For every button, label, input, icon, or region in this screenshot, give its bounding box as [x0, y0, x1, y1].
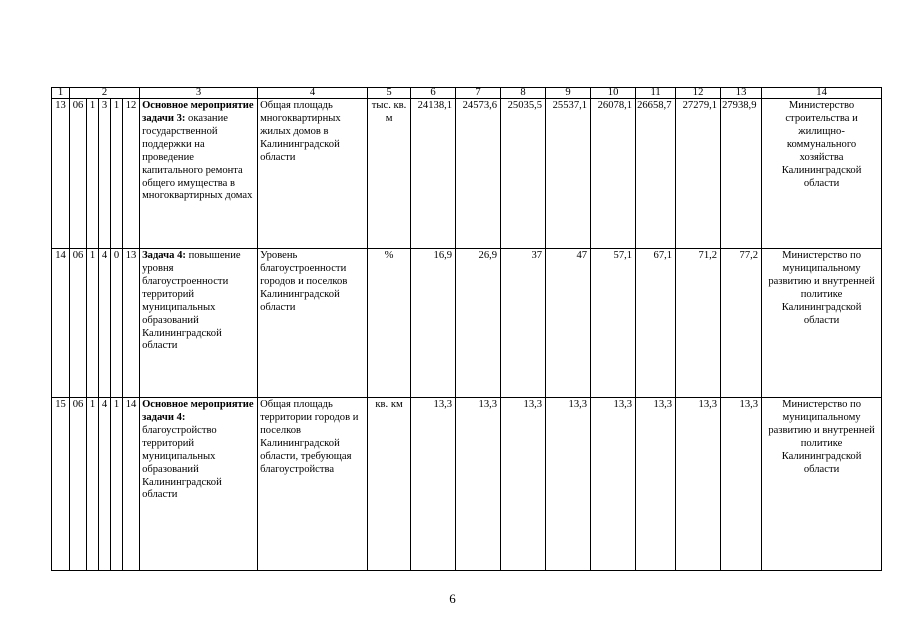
value-cell: 24138,1 [411, 99, 456, 249]
header-cell: 4 [258, 88, 368, 99]
value-cell: 27279,1 [676, 99, 721, 249]
header-cell: 10 [591, 88, 636, 99]
program-code: 06 [70, 249, 87, 398]
responsible-body: Министерство строительства и жилищно-коммунального хозяйства Калининградской области [762, 99, 882, 249]
task-text: оказание государственной поддержки на проведение капитального ремонта общего имущества в многоквартирных домах [142, 112, 253, 202]
unit: кв. км [368, 398, 411, 571]
value-cell: 24573,6 [456, 99, 501, 249]
task-code: 4 [99, 249, 111, 398]
table-row [52, 249, 882, 398]
value-cell: 13,3 [721, 398, 762, 571]
table-row [52, 99, 882, 249]
indicator-code: 12 [123, 99, 140, 249]
page-number: 6 [449, 591, 456, 606]
value-cell: 13,3 [411, 398, 456, 571]
header-row [52, 88, 882, 99]
header-cell: 9 [546, 88, 591, 99]
value-cell: 25537,1 [546, 99, 591, 249]
header-cell: 12 [676, 88, 721, 99]
unit: % [368, 249, 411, 398]
header-cell: 7 [456, 88, 501, 99]
value-cell: 13,3 [591, 398, 636, 571]
task-description [140, 249, 258, 398]
value-cell: 37 [501, 249, 546, 398]
value-cell: 57,1 [591, 249, 636, 398]
responsible-body: Министерство по муниципальному развитию и внутренней политике Калининградской области [762, 398, 882, 571]
subprogram-code: 1 [87, 398, 99, 571]
task-title: Основное мероприятие задачи 4: [142, 399, 254, 423]
table-row [52, 398, 882, 571]
program-code: 06 [70, 99, 87, 249]
task-title: Основное мероприятие задачи 3: [142, 100, 254, 124]
header-cell: 11 [636, 88, 676, 99]
row-number: 15 [52, 398, 70, 571]
value-cell: 26,9 [456, 249, 501, 398]
value-cell: 77,2 [721, 249, 762, 398]
row-number: 14 [52, 249, 70, 398]
task-text: повышение уровня благоустроенности территорий муниципальных образований Калининградской области [142, 250, 241, 352]
indicator-name: Общая площадь многоквартирных жилых домов в Калининградской области [258, 99, 368, 249]
task-code: 4 [99, 398, 111, 571]
event-code: 1 [111, 398, 123, 571]
task-description [140, 398, 258, 571]
header-cell: 2 [70, 88, 140, 99]
program-indicators-table [51, 87, 882, 571]
value-cell: 71,2 [676, 249, 721, 398]
responsible-body: Министерство по муниципальному развитию и внутренней политике Калининградской области [762, 249, 882, 398]
value-cell: 26078,1 [591, 99, 636, 249]
task-text: благоустройство территорий муниципальных образований Калининградской области [142, 424, 222, 501]
header-cell: 3 [140, 88, 258, 99]
value-cell: 47 [546, 249, 591, 398]
value-cell: 13,3 [676, 398, 721, 571]
value-cell: 67,1 [636, 249, 676, 398]
value-cell: 13,3 [501, 398, 546, 571]
value-cell: 13,3 [636, 398, 676, 571]
indicator-name: Уровень благоустроенности городов и поселков Калининградской области [258, 249, 368, 398]
subprogram-code: 1 [87, 99, 99, 249]
program-code: 06 [70, 398, 87, 571]
value-cell: 25035,5 [501, 99, 546, 249]
event-code: 1 [111, 99, 123, 249]
event-code: 0 [111, 249, 123, 398]
task-title: Задача 4: [142, 250, 186, 261]
header-cell: 14 [762, 88, 882, 99]
header-cell: 5 [368, 88, 411, 99]
task-code: 3 [99, 99, 111, 249]
row-number: 13 [52, 99, 70, 249]
value-cell: 16,9 [411, 249, 456, 398]
task-description [140, 99, 258, 249]
header-cell: 6 [411, 88, 456, 99]
indicator-name: Общая площадь территории городов и поселков Калининградской области, требующая благоустройства [258, 398, 368, 571]
value-cell: 27938,9 [721, 99, 762, 249]
indicator-code: 14 [123, 398, 140, 571]
header-cell: 8 [501, 88, 546, 99]
value-cell: 26658,7 [636, 99, 676, 249]
value-cell: 13,3 [456, 398, 501, 571]
unit: тыс. кв. м [368, 99, 411, 249]
value-cell: 13,3 [546, 398, 591, 571]
header-cell: 1 [52, 88, 70, 99]
subprogram-code: 1 [87, 249, 99, 398]
indicator-code: 13 [123, 249, 140, 398]
header-cell: 13 [721, 88, 762, 99]
